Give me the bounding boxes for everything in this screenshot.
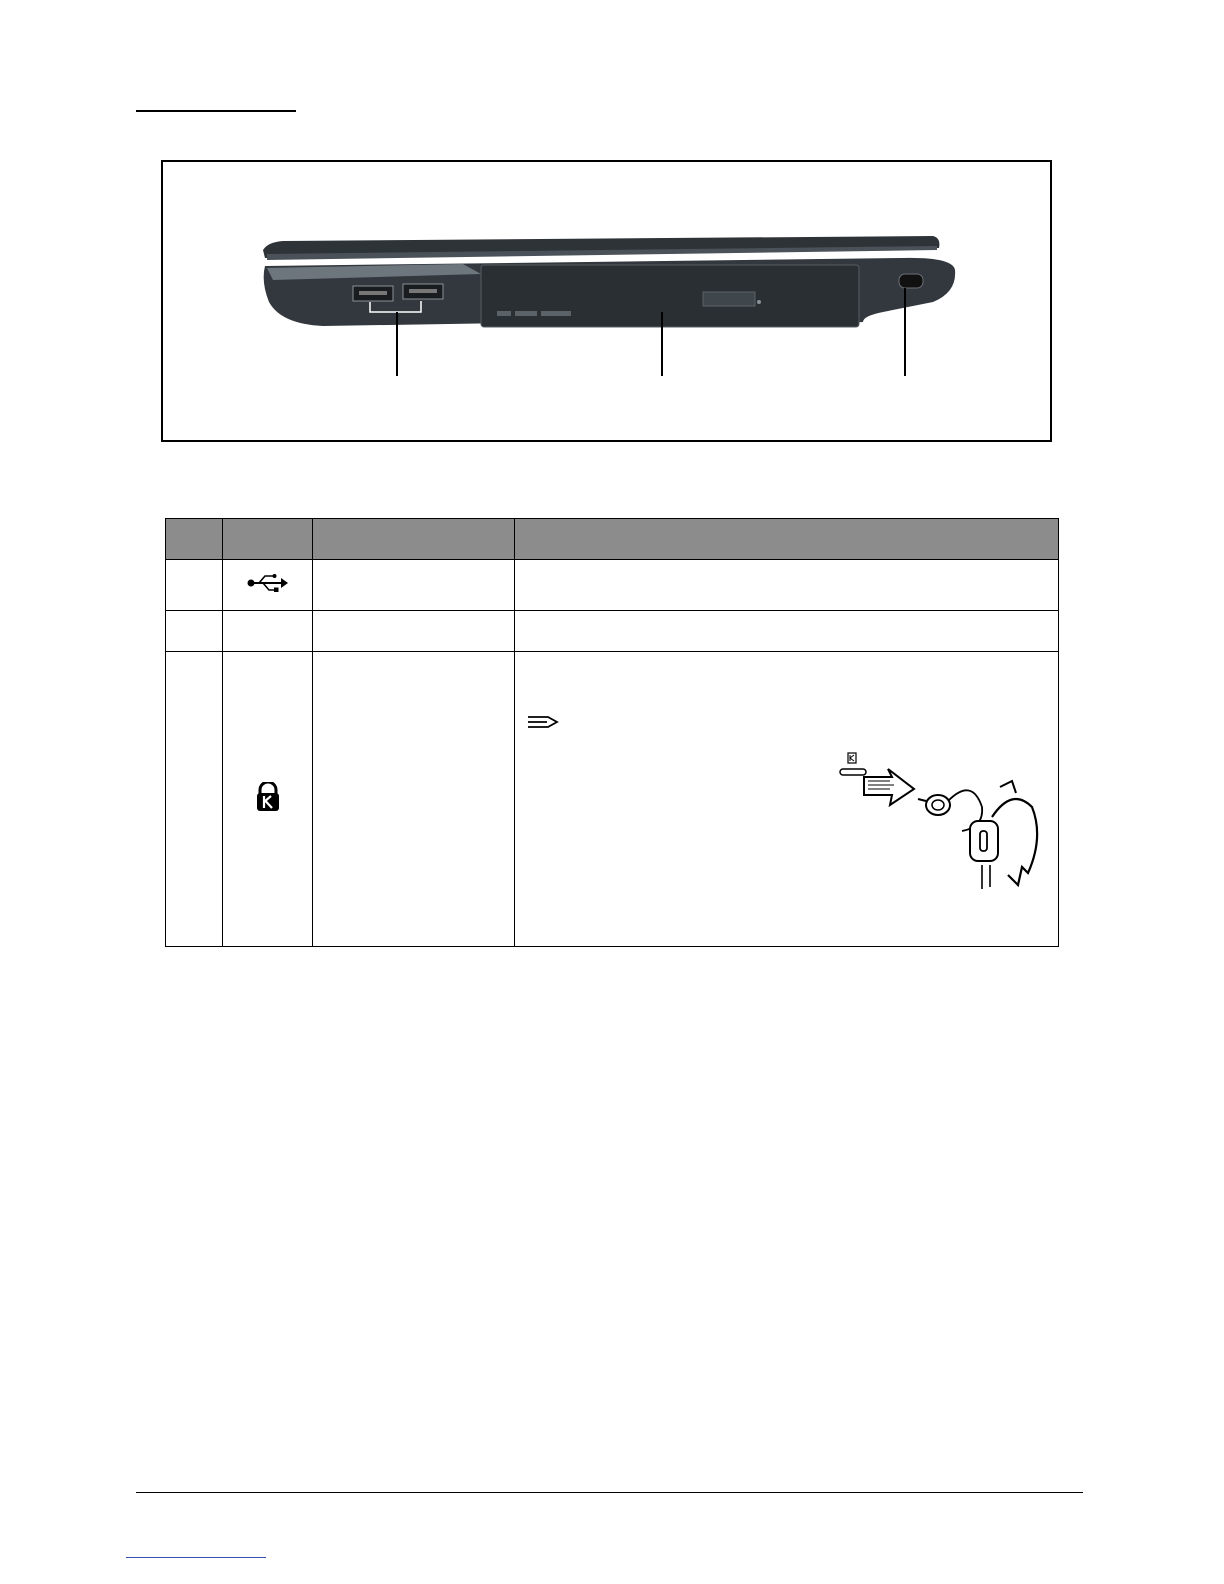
row-description (515, 560, 1059, 611)
header-no (166, 519, 223, 560)
header-icon (223, 519, 313, 560)
kensington-lock-icon (255, 782, 281, 812)
section-heading-underline (136, 110, 296, 112)
header-description (515, 519, 1059, 560)
header-item (313, 519, 515, 560)
row-item (313, 652, 515, 947)
row-no (166, 611, 223, 652)
row-description (515, 652, 1059, 947)
row-icon (223, 611, 313, 652)
right-side-view-figure (161, 160, 1052, 442)
row-description (515, 611, 1059, 652)
usb-icon (247, 572, 289, 594)
row-item (313, 611, 515, 652)
table-row (166, 611, 1059, 652)
laptop-right-side-illustration (163, 162, 1054, 444)
footer-link-underline[interactable] (126, 1557, 266, 1558)
row-no (166, 560, 223, 611)
ports-table (165, 518, 1059, 947)
table-header-row (166, 519, 1059, 560)
kensington-lock-illustration (832, 747, 1042, 897)
row-no (166, 652, 223, 947)
note-icon (527, 714, 559, 730)
row-item (313, 560, 515, 611)
footer-rule (136, 1492, 1083, 1493)
table-row (166, 560, 1059, 611)
table-row (166, 652, 1059, 947)
